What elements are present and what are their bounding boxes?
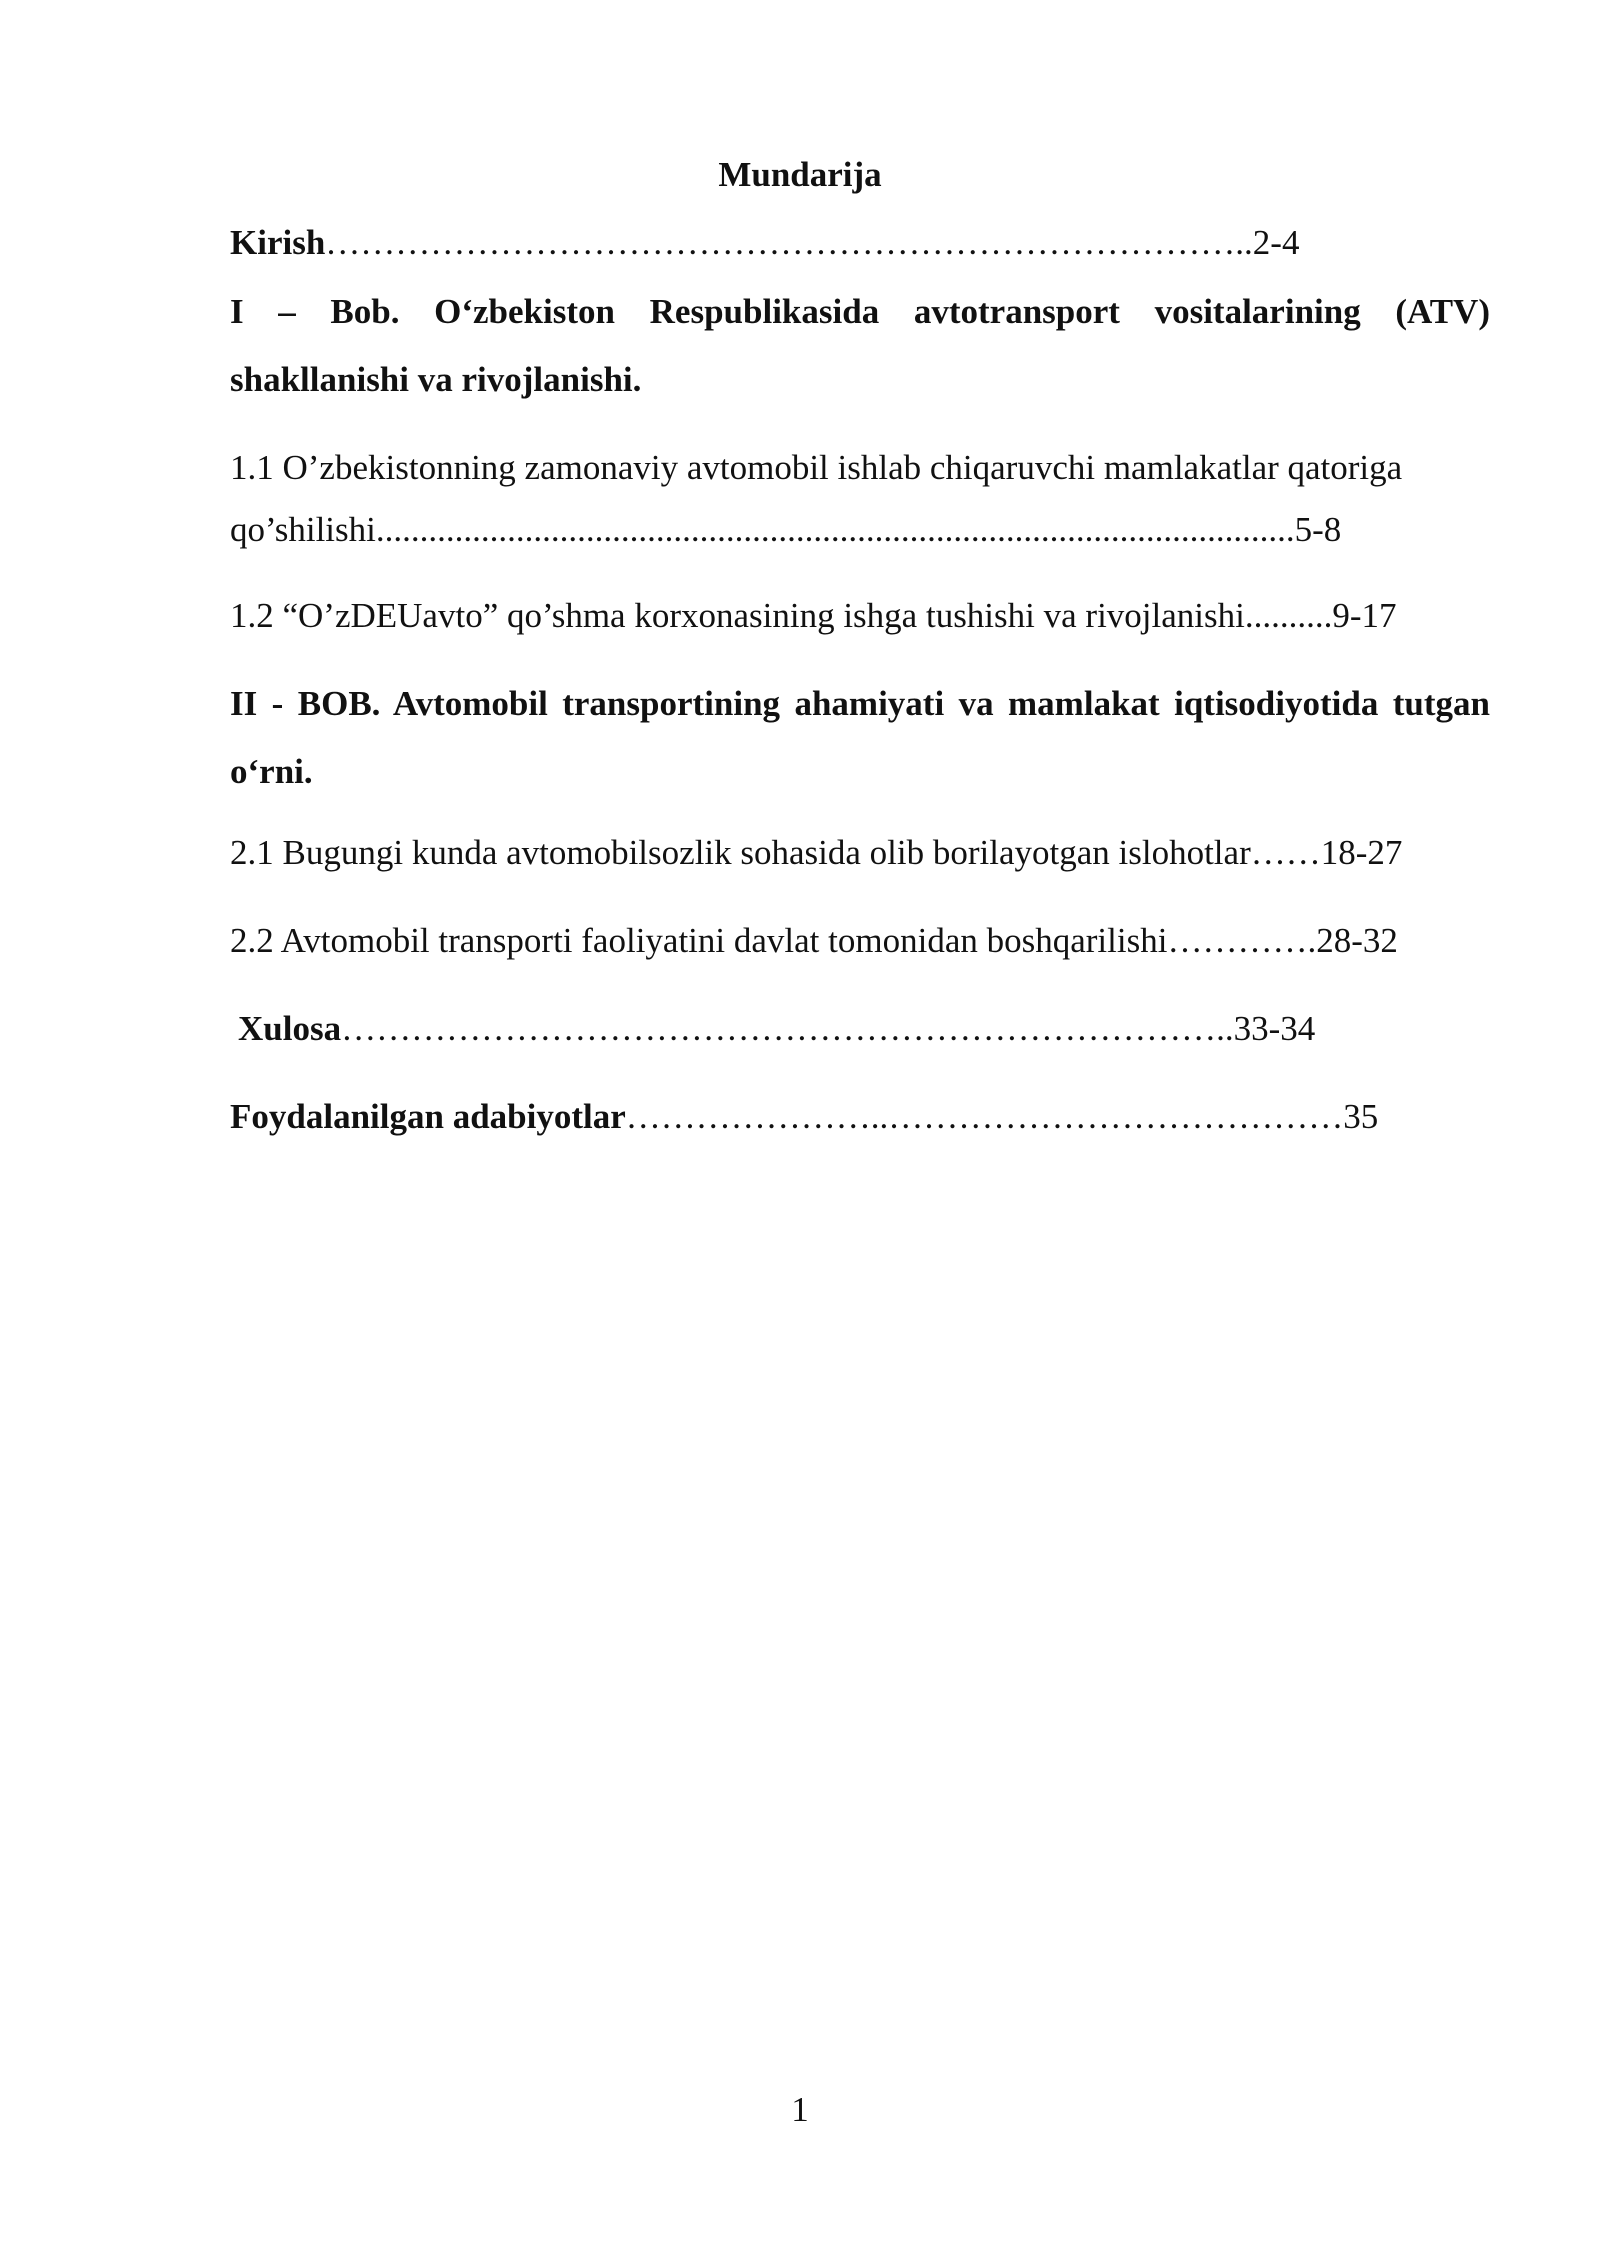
toc-chapter-1-heading: I – Bob. O‘zbekiston Respublikasida avtotransport vositalarining (ATV) shakllanishi va rivojlanishi. (230, 292, 1490, 399)
toc-entry-leader: …………………………………………………………………….. (325, 223, 1253, 262)
toc-entry-label: 2.1 Bugungi kunda avtomobilsozlik sohasida olib borilayotgan islohotlar (230, 833, 1251, 872)
toc-entry-label: Kirish (230, 223, 326, 262)
toc-entry-pages: 9-17 (1332, 596, 1397, 635)
toc-entry-1-2 (230, 591, 1490, 641)
toc-entry-1-1-line1: 1.1 O’zbekistonning zamonaviy avtomobil ishlab chiqaruvchi mamlakatlar qatoriga (230, 448, 1403, 487)
toc-entry-pages: 2-4 (1252, 223, 1300, 262)
page-number: 1 (791, 2090, 809, 2129)
toc-entry-leader: …………. (1167, 921, 1317, 960)
toc-entry-leader: ......................................................................................................... (375, 510, 1295, 549)
toc-entry-leader: …………………..………………………………… (625, 1097, 1344, 1136)
toc-entry-pages: 28-32 (1316, 921, 1398, 960)
toc-entry-leader: ………………………………………………………………….. (341, 1009, 1234, 1048)
toc-entry-1-1-line2 (230, 505, 1490, 555)
toc-entry-pages: 18-27 (1320, 833, 1403, 872)
toc-entry-label: 2.2 Avtomobil transporti faoliyatini davlat tomonidan boshqarilishi (230, 921, 1168, 960)
toc-entry-leader: .......... (1244, 596, 1333, 635)
toc-entry-label: Foydalanilgan adabiyotlar (230, 1097, 626, 1136)
toc-entry-xulosa (238, 1004, 1498, 1054)
toc-entry-kirish (230, 218, 1490, 268)
toc-title: Mundarija (718, 155, 882, 194)
toc-entry-2-2 (230, 916, 1490, 966)
toc-entry-pages: 33-34 (1233, 1009, 1316, 1048)
toc-entry-references (230, 1092, 1490, 1142)
toc-chapter-2-heading: II - BOB. Avtomobil transportining ahamiyati va mamlakat iqtisodiyotida tutgan o‘rni. (230, 684, 1490, 791)
toc-entry-pages: 35 (1343, 1097, 1379, 1136)
toc-entry-label: Xulosa (238, 1009, 342, 1048)
toc-entry-pages: 5-8 (1294, 510, 1342, 549)
toc-entry-label: qo’shilishi (230, 510, 376, 549)
toc-entry-2-1 (230, 828, 1490, 878)
toc-entry-label: 1.2 “O’zDEUavto” qo’shma korxonasining ishga tushishi va rivojlanishi (230, 596, 1245, 635)
toc-entry-leader: …… (1250, 833, 1321, 872)
